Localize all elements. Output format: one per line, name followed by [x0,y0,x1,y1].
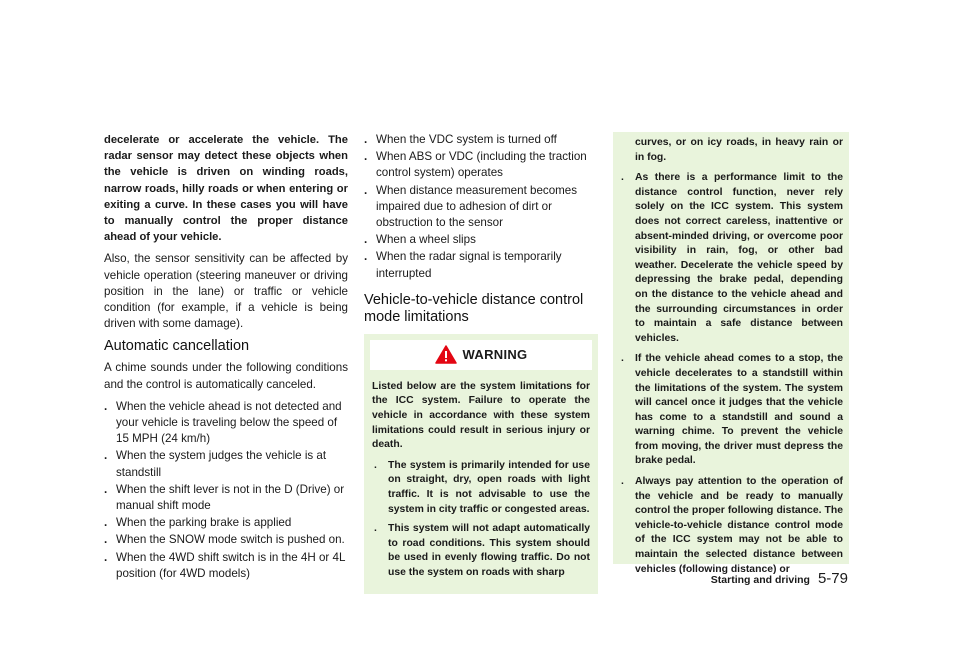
list-item: . When the SNOW mode switch is pushed on. [104,532,348,548]
bullet-icon: . [364,250,368,264]
list-item: . Always pay attention to the operation of the vehicle and be ready to manually control the proper following distance. The vehicle-to-vehicle distance control mode of the ICC system may not be able to maintain the selected distance between vehicles (following distance) or [621,476,843,575]
cancellation-list [104,399,348,582]
bullet-icon: . [364,150,368,164]
bullet-icon: . [104,533,108,547]
warning-list-continued [619,171,843,577]
list-item: . The system is primarily intended for use on straight, dry, open roads with light traffic. It is not advisable to use the system in city traffic or congested areas. [374,459,590,515]
list-item: . When the radar signal is temporarily interrupted [364,250,562,280]
page-number: 5-79 [817,570,848,587]
warning-triangle-icon [435,345,457,364]
list-item: . When the system judges the vehicle is at standstill [104,449,327,479]
warning-box [364,334,598,594]
column-middle [364,132,598,594]
bullet-icon: . [621,353,624,365]
warning-intro: Listed below are the system limitations for the ICC system. Failure to operate the vehicle in accordance with these system limitations could result in serious injury or death. [372,380,590,451]
list-item: . When distance measurement becomes impaired due to adhesion of dirt or obstruction to the sensor [364,183,578,230]
warning-continuation: curves, or on icy roads, in heavy rain or in fog. [635,137,843,163]
column-left [104,132,348,583]
intro-bold-paragraph: decelerate or accelerate the vehicle. The radar sensor may detect these objects when the vehicle is driven on winding roads, narrow roads, hilly roads or when entering or exiting a curve. In these cases you will have to manually control the proper distance ahead of your vehicle. [104,134,348,244]
page-footer [711,570,848,587]
bullet-icon: . [374,523,377,535]
list-item: . When the VDC system is turned off [364,132,598,148]
bullet-icon: . [364,133,368,146]
bullet-icon: . [364,183,368,197]
bullet-icon: . [621,172,624,184]
list-item: . If the vehicle ahead comes to a stop, the vehicle decelerates to a standstill within the limitations of the system. The system will cancel once it judges that the vehicle has come to a standstill and sound a warning chime. To prevent the vehicle from moving, the driver must depress the brake pedal. [621,353,843,467]
bullet-icon: . [374,459,377,471]
list-item: . When a wheel slips [364,232,598,248]
footer-section-label: Starting and driving [710,574,810,586]
list-item: . When the vehicle ahead is not detected and your vehicle is traveling below the speed of 15 MPH (24 km/h) [104,399,342,446]
chime-paragraph: A chime sounds under the following conditions and the control is automatically canceled. [104,361,348,391]
warning-header [370,340,592,370]
sensor-sensitivity-paragraph: Also, the sensor sensitivity can be affected by vehicle operation (steering maneuver or driving position in the lane) or traffic or vehicle condition (for example, if a vehicle is being driven with some damage). [104,252,348,331]
list-item: . When the parking brake is applied [104,515,348,531]
bullet-icon: . [104,550,108,564]
list-item: . When the shift lever is not in the D (Drive) or manual shift mode [104,482,345,513]
bullet-icon: . [104,482,108,496]
bullet-icon: . [104,449,108,463]
warning-list [372,459,590,581]
list-item: . As there is a performance limit to the distance control function, never rely solely on the ICC system. This system does not correct careless, inattentive or absent-minded driving, or overcome poor visibility in rain, fog, or other bad weather. Decelerate the vehicle speed by depressing the brake pedal, depending on the distance to the vehicle ahead and the surrounding circumstances in order to maintain a safe distance between vehicles. [621,172,843,344]
bullet-icon: . [104,516,108,530]
warning-title: WARNING [462,346,528,362]
list-item: . This system will not adapt automatically to road conditions. This system should be used in evenly flowing traffic. Do not use the system on roads with sharp [374,523,590,578]
bullet-icon: . [364,233,368,247]
list-item: . When the 4WD shift switch is in the 4H or 4L position (for 4WD models) [104,550,345,580]
section-heading-distance-control-limitations: Vehicle-to-vehicle distance control mode limitations [364,291,584,325]
column-right-warning-continued [613,132,849,575]
list-item: . When ABS or VDC (including the traction control system) operates [364,150,587,180]
cancellation-list-continued [364,132,598,282]
bullet-icon: . [104,399,108,413]
section-heading-automatic-cancellation: Automatic cancellation [104,338,250,355]
bullet-icon: . [621,476,624,488]
